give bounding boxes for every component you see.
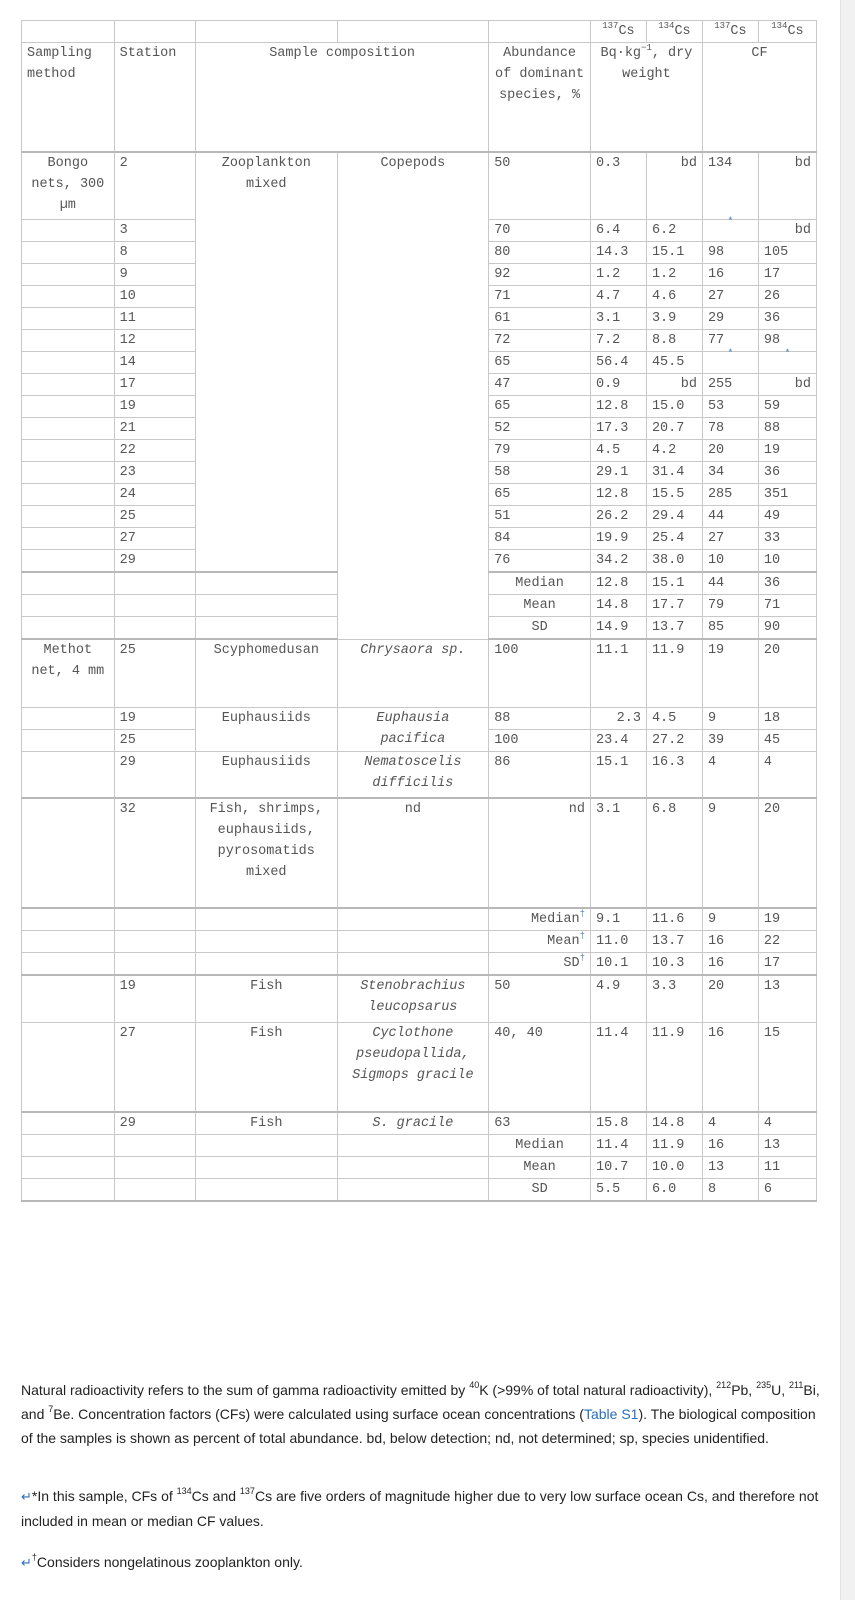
stats-median-row: Median† 9.1 11.6 9 19 — [22, 908, 817, 931]
stats-median-row: Median 12.8 15.1 44 36 — [22, 572, 817, 595]
stats-sd-row: SD 14.9 13.7 85 90 — [22, 617, 817, 640]
isotope-header-row — [22, 21, 817, 43]
table-row: 29 76 34.2 38.0 10 10 — [22, 550, 817, 573]
table-row: 14 65 56.4 45.5 * * — [22, 352, 817, 374]
table-row: 12 72 7.2 8.8 77 98 — [22, 330, 817, 352]
dagger-marker: † — [579, 952, 585, 963]
star-marker: * — [784, 349, 791, 360]
page-scrollbar[interactable] — [840, 0, 855, 1600]
table-row: 19 65 12.8 15.0 53 59 — [22, 396, 817, 418]
table-row: Bongo nets, 300 µm 2 Zooplankton mixed Copepods 50 0.3 bd 134 bd — [22, 152, 817, 220]
stats-mean-row: Mean 14.8 17.7 79 71 — [22, 595, 817, 617]
table-row: 27 84 19.9 25.4 27 33 — [22, 528, 817, 550]
method-methot: Methot net, 4 mm — [22, 639, 115, 707]
cf-header: CF — [702, 43, 816, 152]
table-row: 22 79 4.5 4.2 20 19 — [22, 440, 817, 462]
table-row: 11 61 3.1 3.9 29 36 — [22, 308, 817, 330]
table-row: 19 Fish Stenobrachius leucopsarus 50 4.9 3.3 20 13 — [22, 975, 817, 1022]
table-row: 24 65 12.8 15.5 285 351 — [22, 484, 817, 506]
abundance-header: Abundance of dominant species, % — [489, 43, 591, 152]
table-row: 17 47 0.9 bd 255 bd — [22, 374, 817, 396]
stats-median-row: Median 11.4 11.9 16 13 — [22, 1135, 817, 1157]
note-paragraph: Natural radioactivity refers to the sum of gamma radioactivity emitted by $^{40}$K (>99% of total natural radioactivity), $^{212}$Pb, $^{235}$U, $^{211}$Bi, and $^7$Be. Concentration factors (CFs) were calculated using surface ocean concentrations (Table S1). The biological composition of the samples is shown as percent of total abundance. bd, below detection; nd, not determined; sp, species unidentified. — [21, 1380, 820, 1446]
table-row: 21 52 17.3 20.7 78 88 — [22, 418, 817, 440]
composition-zooplankton: Zooplankton mixed — [196, 152, 337, 573]
sampling-method-header: Sampling method — [22, 43, 115, 152]
table-row: 32 Fish, shrimps, euphausiids, pyrosomatids mixed nd nd 3.1 6.8 9 20 — [22, 798, 817, 908]
table-row: 25 100 23.4 27.2 39 45 — [22, 729, 817, 751]
table-row: 29 Euphausiids Nematoscelis difficilis 86 15.1 16.3 4 4 — [22, 751, 817, 798]
table-row: 23 58 29.1 31.4 34 36 — [22, 462, 817, 484]
footnote-star: ↵*In this sample, CFs of $^{134}$Cs and $^{137}$Cs are five orders of magnitude higher due to very low surface ocean Cs, and therefore not included in mean or median CF values. — [21, 1486, 819, 1529]
iso-cf134-header: $^{134}$Cs — [758, 21, 816, 43]
table-row: 3 70 6.4 6.2 * bd — [22, 220, 817, 242]
table-row: 10 71 4.7 4.6 27 26 — [22, 286, 817, 308]
iso-cf137-header: $^{137}$Cs — [702, 21, 758, 43]
iso-cs137-header: $^{137}$Cs — [590, 21, 646, 43]
column-header-row — [22, 43, 817, 152]
species-copepods: Copepods — [337, 152, 489, 640]
table-row: 25 51 26.2 29.4 44 49 — [22, 506, 817, 528]
radioactivity-table — [21, 20, 817, 1202]
stats-sd-row: SD 5.5 6.0 8 6 — [22, 1179, 817, 1202]
table-row: 9 92 1.2 1.2 16 17 — [22, 264, 817, 286]
dagger-marker: † — [579, 930, 585, 941]
table-row: 29 Fish S. gracile 63 15.8 14.8 4 4 — [22, 1112, 817, 1135]
table-row: Methot net, 4 mm 25 Scyphomedusan Chrysaora sp. 100 11.1 11.9 19 20 — [22, 639, 817, 707]
station-header: Station — [114, 43, 195, 152]
footnote-dagger: ↵†Considers nongelatinous zooplankton only. — [21, 1552, 303, 1570]
stats-mean-row: Mean† 11.0 13.7 16 22 — [22, 931, 817, 953]
method-bongo: Bongo nets, 300 µm — [22, 152, 115, 220]
table-notes — [21, 1378, 821, 1570]
return-arrow-icon[interactable]: ↵ — [21, 1489, 32, 1504]
table-row: 19 Euphausiids Euphausia pacifica 88 2.3 4.5 9 18 — [22, 707, 817, 729]
table-row: 8 80 14.3 15.1 98 105 — [22, 242, 817, 264]
stats-mean-row: Mean 10.7 10.0 13 11 — [22, 1157, 817, 1179]
return-arrow-icon[interactable]: ↵ — [21, 1555, 32, 1570]
star-marker: * — [727, 349, 734, 360]
sample-composition-header: Sample composition — [196, 43, 489, 152]
iso-cs134-header: $^{134}$Cs — [646, 21, 702, 43]
bq-header: $Bq\cdot kg^{-1}$, dry weight — [590, 43, 702, 152]
stats-sd-row: SD† 10.1 10.3 16 17 — [22, 953, 817, 976]
table-s1-link[interactable]: Table S1 — [583, 1406, 639, 1422]
dagger-marker: † — [579, 908, 585, 919]
table-row: 27 Fish Cyclothone pseudopallida, Sigmops gracile 40, 40 11.4 11.9 16 15 — [22, 1022, 817, 1112]
star-marker: * — [727, 217, 734, 228]
